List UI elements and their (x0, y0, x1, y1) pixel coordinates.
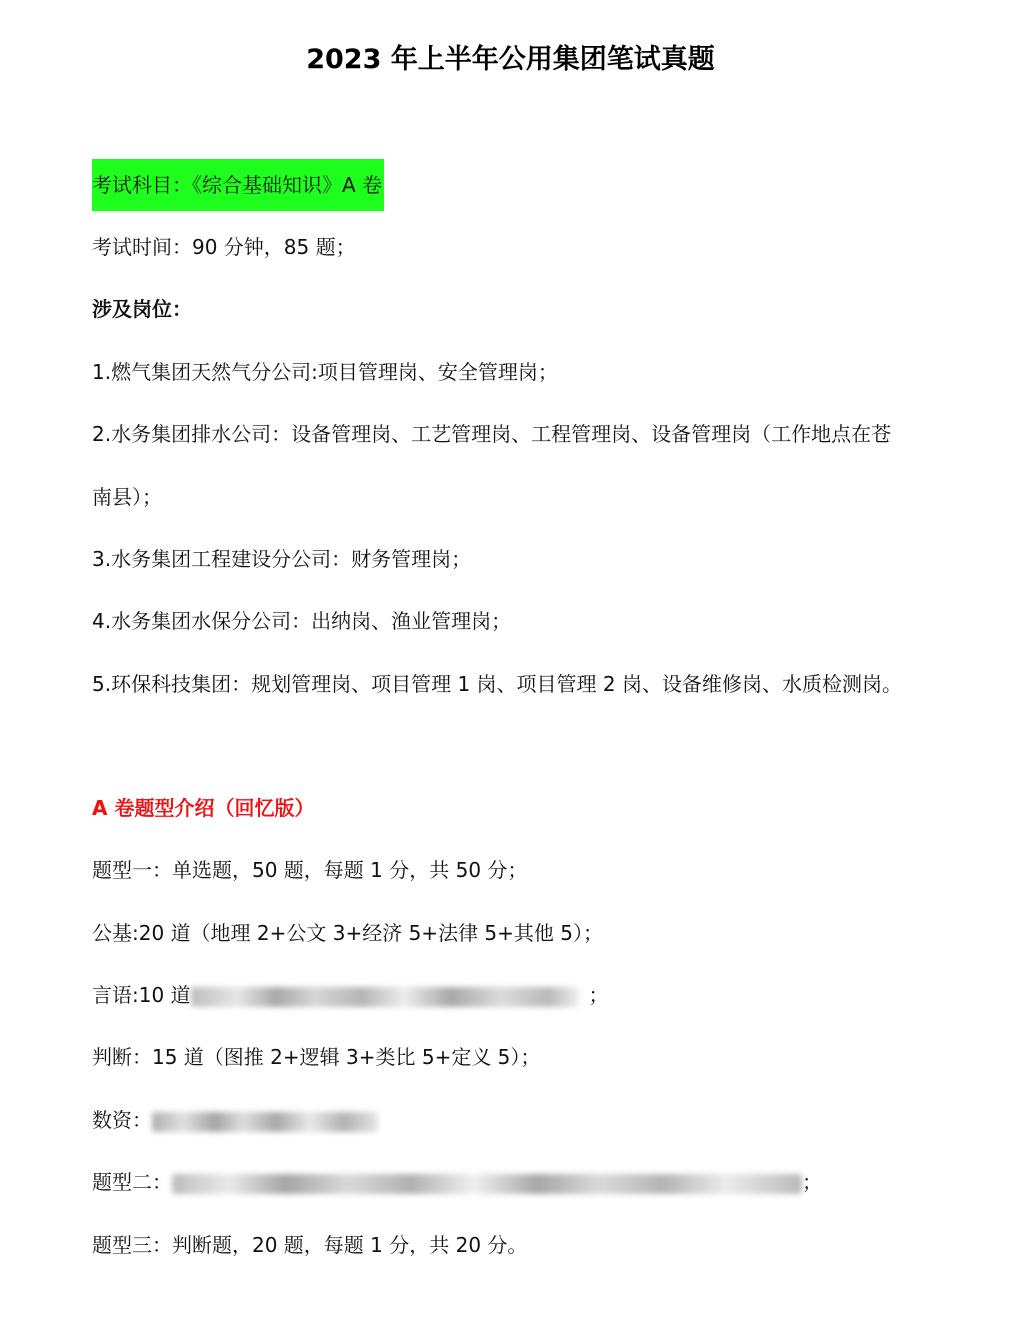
gongji-breakdown: 公基:20 道（地理 2+公文 3+经济 5+法律 5+其他 5）； (92, 921, 603, 945)
yanyu-prefix: 言语:10 道 (92, 983, 191, 1007)
document-title: 2023 年上半年公用集团笔试真题 (306, 44, 715, 75)
type2-prefix: 题型二： (92, 1170, 172, 1194)
position-item-2: 2.水务集团排水公司：设备管理岗、工艺管理岗、工程管理岗、设备管理岗（工作地点在苍 (92, 422, 892, 446)
positions-heading: 涉及岗位： (92, 297, 192, 321)
redacted-blur (152, 1112, 378, 1132)
redacted-blur (172, 1174, 802, 1194)
exam-subject-highlight: 考试科目：《综合基础知识》A 卷 (92, 159, 384, 211)
position-item-4: 4.水务集团水保分公司：出纳岗、渔业管理岗； (92, 609, 512, 633)
question-type-3: 题型三：判断题，20 题，每题 1 分，共 20 分。 (92, 1233, 528, 1257)
exam-time: 考试时间：90 分钟，85 题； (92, 235, 356, 259)
shuzi-breakdown (92, 1105, 378, 1135)
position-item-2-continued: 南县）； (92, 485, 162, 509)
position-item-1: 1.燃气集团天然气分公司:项目管理岗、安全管理岗； (92, 360, 558, 384)
question-type-1: 题型一：单选题，50 题，每题 1 分，共 50 分； (92, 858, 528, 882)
type2-suffix: ； (802, 1170, 822, 1194)
panduan-breakdown: 判断：15 道（图推 2+逻辑 3+类比 5+定义 5）； (92, 1045, 541, 1069)
redacted-blur (191, 987, 579, 1007)
shuzi-prefix: 数资： (92, 1108, 152, 1132)
yanyu-breakdown (92, 980, 609, 1010)
position-item-3: 3.水务集团工程建设分公司：财务管理岗； (92, 547, 472, 571)
exam-subject (92, 170, 384, 200)
position-item-5: 5.环保科技集团：规划管理岗、项目管理 1 岗、项目管理 2 岗、设备维修岗、水质检测岗。 (92, 672, 902, 696)
intro-heading: A 卷题型介绍（回忆版） (92, 796, 315, 820)
question-type-2 (92, 1167, 822, 1197)
yanyu-suffix: ； (588, 983, 609, 1007)
